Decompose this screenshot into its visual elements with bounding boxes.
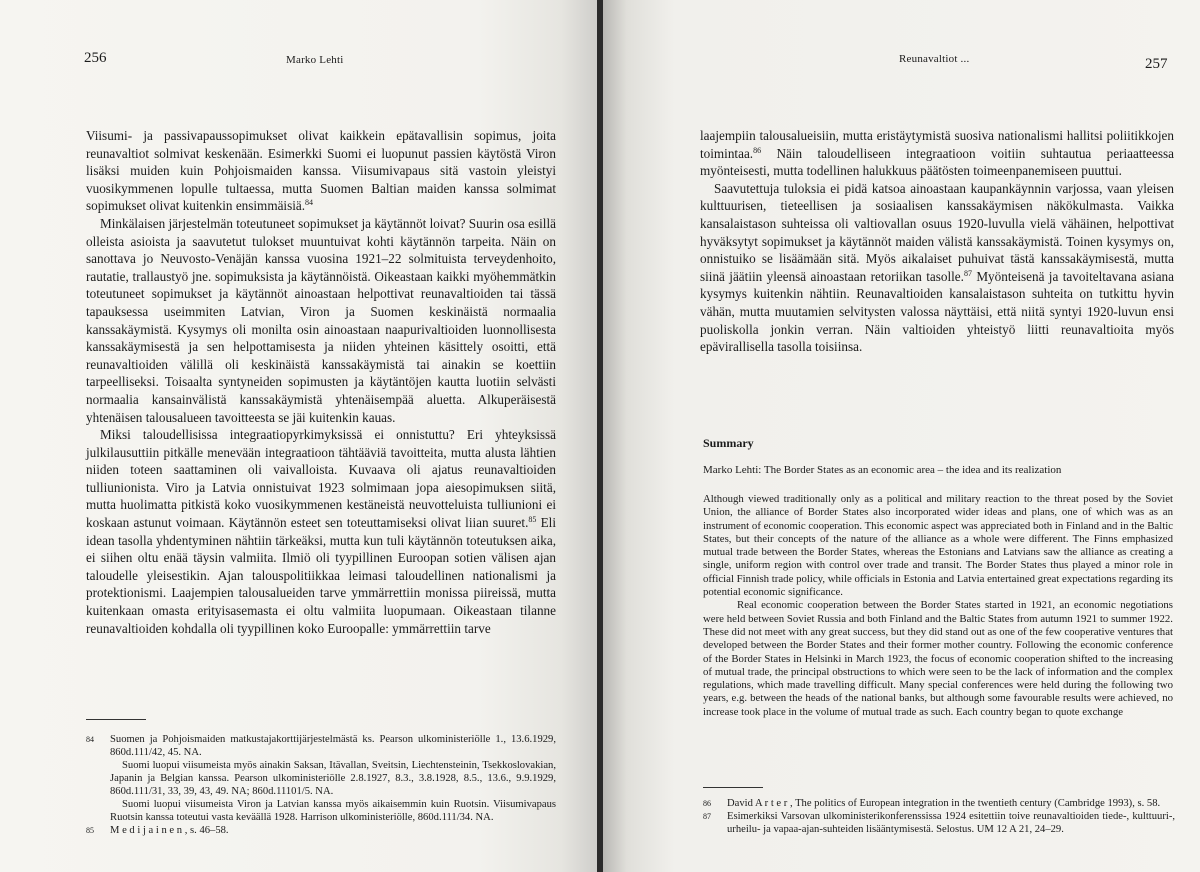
summary-paragraph: Real economic cooperation between the Border States started in 1921, an economic negotiations were held between Soviet Russia and both Finland and the Baltic States from autumn 1921 to summer 1922. These did not meet with any great success, but they did stand out as one of the few cooperative ventures that developed between the Border States and their former mother country. Following the economic conference of the Border States in Helsinki in March 1923, the focus of economic cooperation shifted to the increasing of mutual trade, the principal obstructions to which were seen to be the lack of information and the complex regulations, which made travelling difficult. Many special conferences were held during the following two years, e.g. between the heads of the national banks, but although some favourable results were achieved, no increase took place in the volume of mutual trade as such. Each country began to quote exchange [703, 599, 1173, 718]
footnote-rule [86, 719, 146, 720]
body-text [700, 127, 1174, 356]
running-head: Reunavaltiot ... [899, 53, 970, 65]
footnotes [86, 733, 556, 837]
footnote-ref: 85 [528, 515, 537, 525]
footnote: 85 M e d i j a i n e n , s. 46–58. [86, 825, 229, 836]
footnote-mark: 87 [703, 812, 711, 821]
footnote-ref: 86 [753, 145, 762, 155]
summary-heading: Summary [703, 436, 754, 450]
paragraph: Minkälaisen järjestelmän toteutuneet sopimukset ja käytännöt loivat? Suurin osa esillä olleista asioista ja saavutetut tulokset muuntuivat kohti käytännön tarpeita. Näin on sanottava jo Neuvosto-Venäjän kanssa vuosina 1921–22 solmituista terveydenhoito, rautatie, trallaustyö jne. sopimuksista ja käytännöistä. Oikeastaan kaikki myöhemmätkin toteutuneet sopimukset ja käytännöt ainoastaan helpottivat reunavaltioiden tai tässä tapauksessa useimmiten Latvian, Viron ja Suomen keskinäistä normaalia kanssakäymistä. Kysymys oli monilta osin ainoastaan naapurivaltioiden luonnollisesta kanssakäymisestä ja sen helpottamisesta ja niiden yhteinen käsittely osoitti, että reunavaltioiden välillä oli keskinäistä kanssakäymistä tai ainakin se koettiin tarpeelliseksi. Toisaalta syntyneiden sopimusten ja käytäntöjen kautta luotiin selvästi normaalia kansainvälistä kanssakäymistä yhtenäisempää aluetta. Alkuperäisestä yhtenäisen talousalueen tavoitteesta se jäi kuitenkin kauas. [86, 215, 556, 425]
summary-title: Marko Lehti: The Border States as an economic area – the idea and its realization [703, 464, 1062, 476]
footnote: 86 David A r t e r , The politics of European integration in the twentieth century (Cambridge 1993), s. 58. [703, 798, 1161, 809]
page-number: 257 [1145, 56, 1168, 72]
footnote: Suomi luopui viisumeista myös ainakin Saksan, Itävallan, Sveitsin, Liechtensteinin, Tsekkoslovakian, Japanin ja Belgian kanssa. Pearson ulkoministeriölle 2.8.1927, 8.3., 3.8.1928, 8.5., 13.6., 9.9.1929, 860d.111/31, 33, 39, 43, 49. NA; 860d.11101/5. NA. [110, 760, 556, 797]
footnote-ref: 87 [963, 268, 972, 278]
page-number: 256 [84, 50, 107, 66]
body-text [86, 127, 556, 637]
paragraph: Viisumi- ja passivapaussopimukset olivat kaikkein epätavallisin sopimus, joita reunavaltiot solmivat keskenään. Esimerkki Suomi ei luopunut passien käytöstä Viron lisäksi muiden kuin Pohjoismaiden kanssa. Viisumivapaus sitä vastoin yleistyi vuosikymmenen lopulle tultaessa, mutta Suomen Baltian maiden kanssa solmimat sopimukset olivat kuitenkin ensimmäisiä.$^{84}$ [86, 128, 556, 214]
summary-text [703, 493, 1173, 719]
paragraph: Saavutettuja tuloksia ei pidä katsoa ainoastaan kaupankäynnin varjossa, vaan yleisen kulttuurisen, tieteellisen ja sosiaalisen kanssakäymisen näkökulmasta. Vaikka kansalaistason suhteissa oli valtiovallan osuus 1920-luvulla vielä vähäinen, helpottivat hyväksytyt sopimukset ja käytännöt maiden välistä kanssakäymistä. Toinen kysymys on, onnistuiko se lisäämään sitä. Myös aikalaiset puhuivat tästä kanssakäymisestä, mutta siinä jäätiin yleensä ainoastaan retoriikan tasolle.$^{87}$ Myönteisenä ja tavoiteltavana asiana kysymys kuitenkin nähtiin. Reunavaltioiden kansalaistason suhteita on tutkittu hyvin vähän, mutta muutamien selvitysten valossa näyttäisi, että niitä syntyi 1920-luvun ensi puoliskolla jonkin verran. Näin valtioiden yhteistyö liitti reunavaltioita myös epävirallisella tasolla toisiinsa. [700, 180, 1174, 355]
footnotes [703, 797, 1175, 836]
left-page [0, 0, 597, 872]
footnote: Suomi luopui viisumeista Viron ja Latvian kanssa myös aikaisemmin kuin Ruotsin. Viisumivapaus Ruotsin kanssa toteutui vasta keväällä 1928. Harrison ulkoministeriölle, 860d.111/34. NA. [110, 799, 556, 823]
right-page [603, 0, 1200, 872]
summary-paragraph: Although viewed traditionally only as a political and military reaction to the threat posed by the Soviet Union, the alliance of Border States also incorporated wider ideas and plans, one of which was as an instrument of economic cooperation. This economic aspect was appreciated both in Finland and in the Baltic States, but their concepts of the nature of the alliance as a whole were different. The Finns emphasized mutual trade between the Border States, whereas the Estonians and Latvians saw the alliance as creating a single, uniform region with control over trade and transit. The Border States thus played a minor role in official Finnish trade policy, while officials in Estonia and Latvia entertained great expectations regarding its potential economic significance. [703, 493, 1173, 599]
footnote-mark: 84 [86, 735, 94, 744]
footnote-mark: 86 [703, 799, 711, 808]
paragraph: laajempiin talousalueisiin, mutta eristäytymistä suosiva nationalismi hallitsi poliitikkojen toimintaa.$^{86}$ Näin taloudelliseen integraatioon voitiin suhtautua periaatteessa myönteisesti, mutta todellinen halukkuus päätösten toimeenpanemiseen puuttui. [700, 128, 1174, 179]
footnote: 84 Suomen ja Pohjoismaiden matkustajakorttijärjestelmästä ks. Pearson ulkoministeriölle 1., 13.6.1929, 860d.111/42, 45. NA. [86, 734, 556, 758]
footnote-mark: 85 [86, 826, 94, 835]
paragraph: Miksi taloudellisissa integraatiopyrkimyksissä ei onnistuttu? Eri yhteyksissä julkilausuttiin pitkälle menevään integraatioon tähtääviä tavoitteita, mutta alusta lähtien niiden toteen saattaminen oli vaivalloista. Kuvaava oli ajatus reunavaltioiden tulliunionista. Viro ja Latvia onnistuivat 1923 solmimaan jopa aiesopimuksen siitä, mutta huolimatta pitkistä koko vuosikymmenen kestäneistä neuvotteluista tulliunioni ei koskaan astunut voimaan. Käytännön esteet sen toteuttamiseksi olivat liian suuret.$^{85}$ Eli idean tasolla yhdentyminen nähtiin tärkeäksi, mutta kun tuli käytännön toteutuksen aika, ei siihen oltu enää täysin valmiita. Ilmiö oli tyypillinen Euroopan sotien välisen ajan taloudelle yleisestikin. Ajan talouspolitiikkaa leimasi taloudellinen nationalismi ja protektionismi. Laajempien talousalueiden tarve ymmärrettiin monissa piireissä, mutta kuitenkaan omasta erityisasemasta ei oltu valmiita luopumaan. Oikeastaan tilanne reunavaltioiden kohdalla oli tyypillinen koko Euroopalle: ymmärrettiin tarve [86, 427, 556, 636]
footnote-ref: 84 [305, 198, 314, 208]
footnote-rule [703, 787, 763, 788]
running-head: Marko Lehti [286, 54, 344, 66]
footnote: 87 Esimerkiksi Varsovan ulkoministerikonferenssissa 1924 esitettiin toive reunavaltioiden tiede-, kulttuuri-, urheilu- ja vapaa-ajan-suhteiden lisääntymisestä. Selostus. UM 12 A 21, 24–29. [703, 811, 1175, 835]
